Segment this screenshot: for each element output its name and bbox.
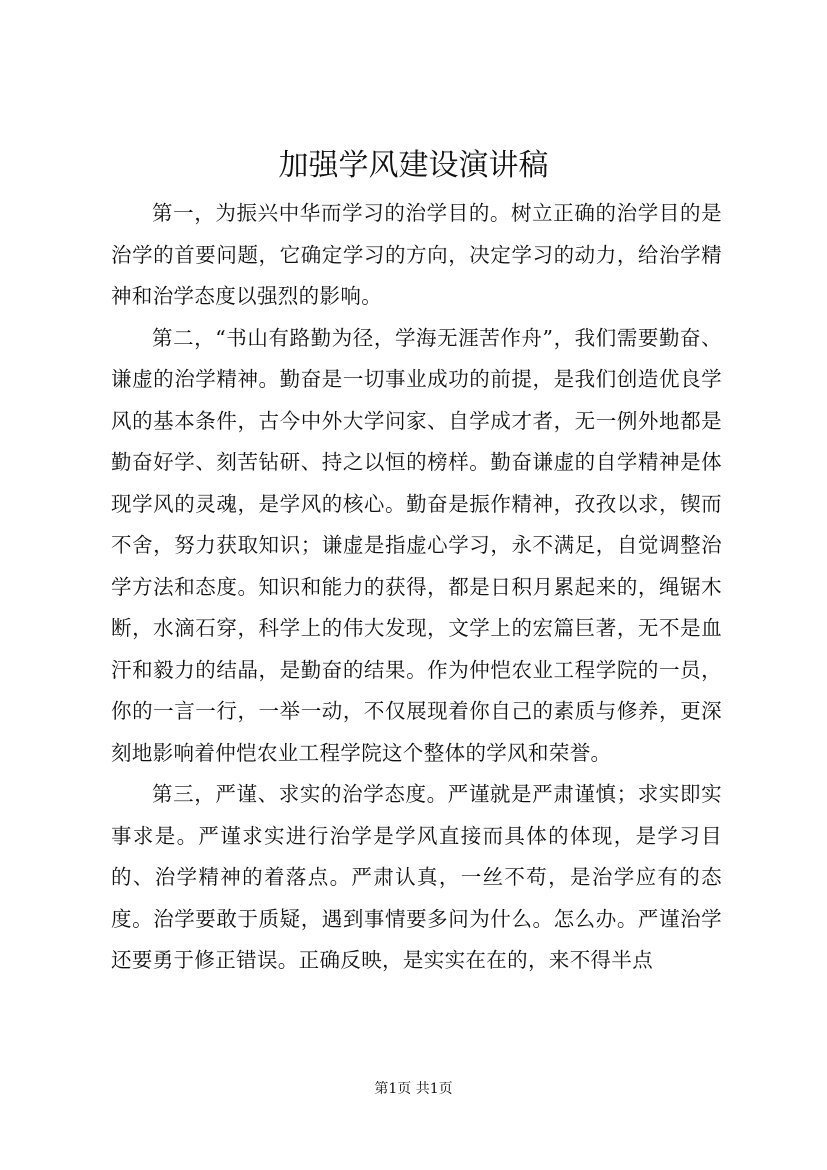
paragraph-1: 第一，为振兴中华而学习的治学目的。树立正确的治学目的是治学的首要问题，它确定学习的方向，决定学习的动力，给治学精神和治学态度以强烈的影响。 (111, 201, 722, 308)
document-body (111, 193, 722, 982)
paragraph-3: 第三，严谨、求实的治学态度。严谨就是严肃谨慎；求实即实事求是。严谨求实进行治学是学风直接而具体的体现，是学习目的、治学精神的着落点。严肃认真，一丝不苟，是治学应有的态度。治学要敢于质疑，遇到事情要多问为什么。怎么办。严谨治学还要勇于修正错误。正确反映，是实实在在的，来不得半点 (111, 782, 722, 972)
document-title: 加强学风建设演讲稿 (278, 148, 549, 183)
page-footer: 第1页 共1页 (374, 1081, 453, 1097)
paragraph-2: 第二，“书山有路勤为径，学海无涯苦作舟”，我们需要勤奋、谦虚的治学精神。勤奋是一切事业成功的前提，是我们创造优良学风的基本条件，古今中外大学问家、自学成才者，无一例外地都是勤奋好学、刻苦钻研、持之以恒的榜样。勤奋谦虚的自学精神是体现学风的灵魂，是学风的核心。勤奋是振作精神，孜孜以求，锲而不舍，努力获取知识；谦虚是指虚心学习，永不满足，自觉调整治学方法和态度。知识和能力的获得，都是日积月累起来的，绳锯木断，水滴石穿，科学上的伟大发现，文学上的宏篇巨著，无不是血汗和毅力的结晶，是勤奋的结果。作为仲恺农业工程学院的一员，你的一言一行，一举一动，不仅展现着你自己的素质与修养，更深刻地影响着仲恺农业工程学院这个整体的学风和荣誉。 (111, 325, 722, 765)
